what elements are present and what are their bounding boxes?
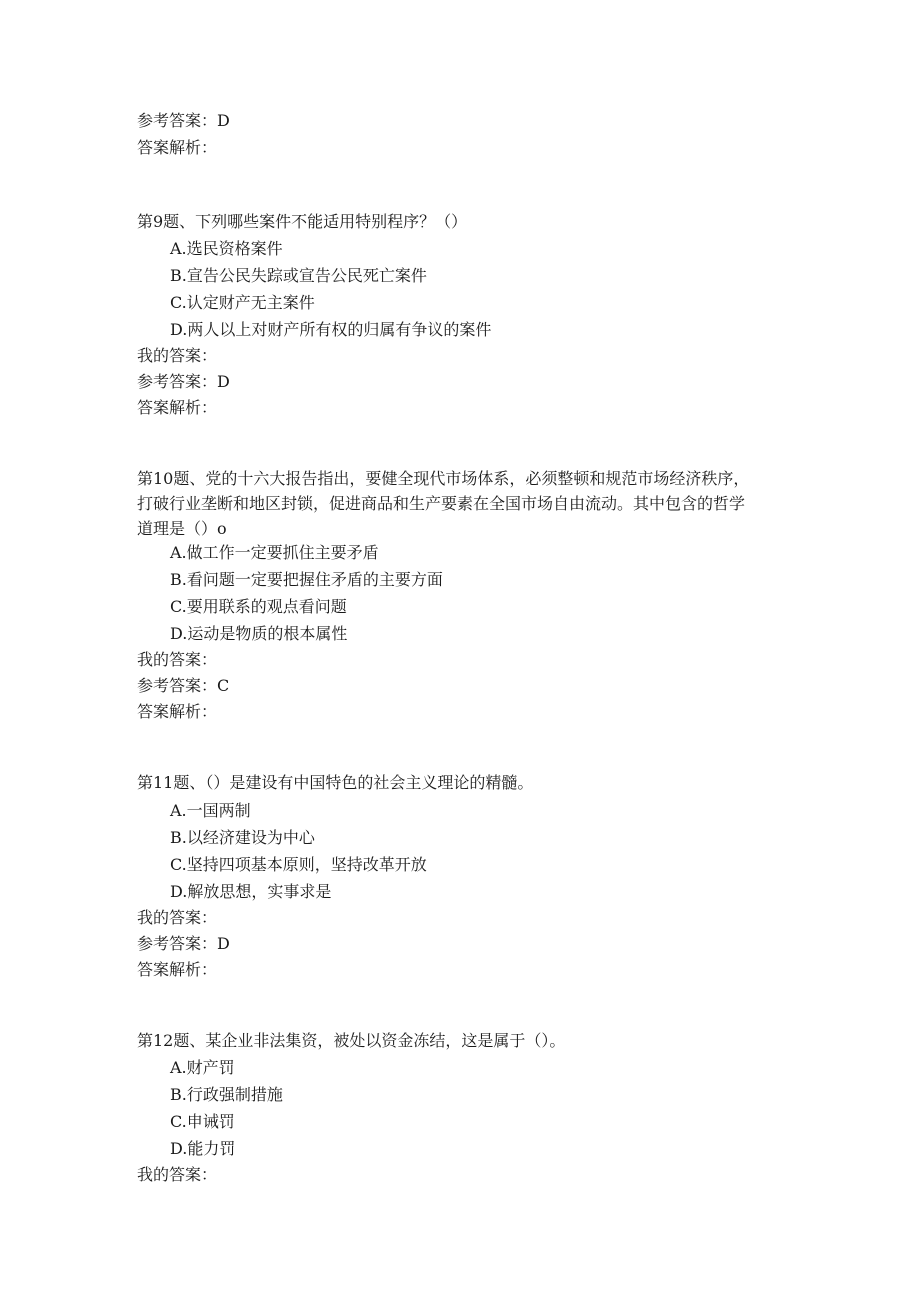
question-11-option-d: D.解放思想，实事求是 <box>170 882 332 901</box>
question-10-reference-answer: 参考答案：C <box>137 676 230 695</box>
question-12-my-answer: 我的答案： <box>137 1165 218 1184</box>
question-9-reference-answer: 参考答案：D <box>137 372 230 391</box>
reference-answer-prev: 参考答案：D <box>137 111 230 130</box>
question-11-option-b: B.以经济建设为中心 <box>170 828 315 847</box>
question-10-analysis: 答案解析： <box>137 702 218 721</box>
question-11-analysis: 答案解析： <box>137 960 218 979</box>
question-9-option-a: A.选民资格案件 <box>170 239 283 258</box>
question-9-my-answer: 我的答案： <box>137 346 218 365</box>
question-9-option-c: C.认定财产无主案件 <box>170 293 315 312</box>
question-10-stem-line-2: 打破行业垄断和地区封锁，促进商品和生产要素在全国市场自由流动。其中包含的哲学 <box>137 494 746 513</box>
analysis-prev: 答案解析： <box>137 138 218 157</box>
question-10-stem-line-3: 道理是（）o <box>137 519 227 538</box>
question-10-option-a: A.做工作一定要抓住主要矛盾 <box>170 543 379 562</box>
question-9-stem: 第9题、下列哪些案件不能适用特别程序？（） <box>137 212 468 231</box>
question-9-analysis: 答案解析： <box>137 398 218 417</box>
question-10-option-d: D.运动是物质的根本属性 <box>170 624 348 643</box>
question-9-option-b: B.宣告公民失踪或宣告公民死亡案件 <box>170 266 427 285</box>
question-11-option-a: A.一国两制 <box>170 801 251 820</box>
question-11-option-c: C.坚持四项基本原则，坚持改革开放 <box>170 855 427 874</box>
question-9-option-d: D.两人以上对财产所有权的归属有争议的案件 <box>170 320 492 339</box>
question-12-option-b: B.行政强制措施 <box>170 1085 283 1104</box>
question-10-stem-line-1: 第10题、党的十六大报告指出，要健全现代市场体系，必须整顿和规范市场经济秩序， <box>137 469 750 488</box>
question-11-reference-answer: 参考答案：D <box>137 934 230 953</box>
question-12-option-d: D.能力罚 <box>170 1139 236 1158</box>
question-10-option-b: B.看问题一定要把握住矛盾的主要方面 <box>170 570 443 589</box>
question-11-stem: 第11题、（）是建设有中国特色的社会主义理论的精髓。 <box>137 773 534 792</box>
question-12-stem: 第12题、某企业非法集资，被处以资金冻结，这是属于（）。 <box>137 1031 566 1050</box>
question-10-option-c: C.要用联系的观点看问题 <box>170 597 347 616</box>
question-12-option-c: C.申诫罚 <box>170 1112 235 1131</box>
question-12-option-a: A.财产罚 <box>170 1058 235 1077</box>
question-11-my-answer: 我的答案： <box>137 908 218 927</box>
question-10-my-answer: 我的答案： <box>137 650 218 669</box>
